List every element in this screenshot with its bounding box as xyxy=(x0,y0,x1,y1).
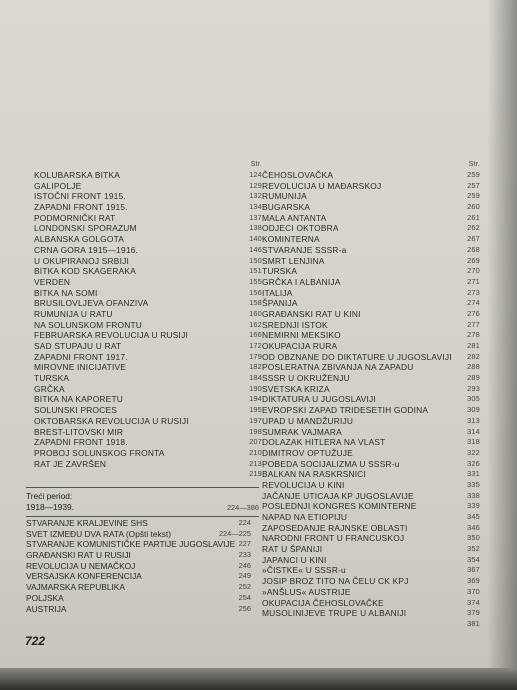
toc-entry xyxy=(26,550,251,561)
toc-entry-page: 381 xyxy=(467,618,480,628)
toc-entry xyxy=(34,213,262,224)
toc-entry-page: 274 xyxy=(467,298,480,308)
toc-entry-title: BITKA NA KAPORETU xyxy=(34,394,124,405)
toc-entry xyxy=(34,341,262,352)
toc-entry xyxy=(34,448,262,459)
toc-entry-title: MIROVNE INICIJATIVE xyxy=(34,362,127,373)
toc-entry-page: 166 xyxy=(249,330,262,340)
toc-entry-page: 314 xyxy=(467,426,480,436)
toc-entry xyxy=(34,405,262,416)
toc-entry-page: 195 xyxy=(249,405,262,415)
toc-entry-title: OD OBZNANE DO DIKTATURE U JUGOSLAVIJI xyxy=(262,351,452,362)
toc-entry-page: 224—225 xyxy=(218,528,251,538)
toc-entry xyxy=(34,309,262,320)
toc-entry-page: 288 xyxy=(467,362,480,372)
toc-entry xyxy=(34,277,262,288)
toc-entry xyxy=(26,582,251,593)
toc-entry-title: GRČKA xyxy=(34,383,65,394)
toc-entry-page: 158 xyxy=(249,298,262,308)
toc-entry xyxy=(262,352,480,363)
toc-entry-title: NAPAD NA ETIOPIJU xyxy=(262,512,348,522)
toc-entry-title: BUGARSKA xyxy=(262,202,311,213)
toc-entry-title: KOLUBARSKA BITKA xyxy=(34,170,121,180)
toc-entry-title: EVROPSKI ZAPAD TRIDESETIH GODINA xyxy=(262,405,429,416)
toc-entry-page: 210 xyxy=(249,447,262,457)
toc-entry-page: 305 xyxy=(467,394,480,404)
toc-entry-title: DIMITROV OPTUŽUJE xyxy=(262,447,353,458)
period-range: 1918—1939. xyxy=(26,502,74,512)
toc-entry xyxy=(262,394,480,405)
toc-entry-title: SSSR U OKRUŽENJU xyxy=(262,373,350,384)
toc-entry-title: SMRT LENJINA xyxy=(262,255,325,266)
toc-entry-title: TURSKA xyxy=(262,266,298,277)
toc-entry-page: 260 xyxy=(467,202,480,212)
toc-entry-title: ITALIJA xyxy=(262,287,293,298)
toc-entry-page: 270 xyxy=(467,266,480,276)
toc-entry xyxy=(262,245,480,256)
toc-entry-page: 249 xyxy=(238,571,251,581)
toc-entry-title: ZAPOSEDANJE RAJNSKE OBLASTI xyxy=(262,522,408,533)
toc-entry xyxy=(262,223,480,234)
toc-entry xyxy=(262,437,480,448)
toc-entry-title: FEBRUARSKA REVOLUCIJA U RUSIJI xyxy=(34,330,188,341)
toc-entry-title: JAPANCI U KINI xyxy=(262,554,327,565)
toc-entry-title: PROBOJ SOLUNSKOG FRONTA xyxy=(34,447,165,458)
toc-entry-title: RAT JE ZAVRŠEN xyxy=(34,458,107,469)
toc-entry xyxy=(262,512,480,523)
toc-entry xyxy=(34,437,262,448)
toc-entry xyxy=(26,561,251,572)
toc-entry-title: GRAĐANSKI RAT U KINI xyxy=(262,308,361,319)
toc-entry-title: ZAPADNI FRONT 1915. xyxy=(34,202,128,213)
toc-entry xyxy=(34,394,262,405)
toc-entry xyxy=(262,341,480,352)
toc-entry xyxy=(34,459,262,470)
toc-entry-page: 179 xyxy=(249,351,262,361)
toc-entry xyxy=(262,298,480,309)
toc-entry xyxy=(34,352,262,363)
toc-entry-page: 124 xyxy=(249,170,262,179)
toc-entry-page: 318 xyxy=(467,437,480,447)
toc-entry xyxy=(262,256,480,267)
toc-entry xyxy=(262,608,480,619)
toc-entry-page: 137 xyxy=(249,212,262,222)
toc-entry-title: SREDNJI ISTOK xyxy=(262,319,328,330)
toc-entry-page: 331 xyxy=(467,469,480,479)
toc-entry xyxy=(26,571,251,582)
toc-entry-page: 374 xyxy=(467,597,480,607)
toc-entry-page: 213 xyxy=(249,458,262,468)
toc-entry xyxy=(34,170,262,181)
page-edge-shadow xyxy=(487,0,517,690)
toc-left-list xyxy=(34,170,262,480)
toc-entry-page: 261 xyxy=(467,212,480,222)
toc-entry xyxy=(34,427,262,438)
toc-entry xyxy=(34,320,262,331)
toc-entry-page: 268 xyxy=(467,244,480,254)
toc-entry xyxy=(26,593,251,604)
toc-entry-page: 252 xyxy=(238,582,251,592)
toc-entry-page: 309 xyxy=(467,405,480,415)
toc-entry-page: 138 xyxy=(249,223,262,233)
page-header-label: Str. xyxy=(468,161,480,168)
toc-right-list xyxy=(262,170,480,630)
toc-entry xyxy=(262,181,480,192)
toc-entry xyxy=(262,459,480,470)
toc-entry xyxy=(262,491,480,502)
toc-entry-title: ALBANSKA GOLGOTA xyxy=(34,234,125,245)
toc-entry xyxy=(34,416,262,427)
toc-entry-title: BITKA KOD SKAGERAKA xyxy=(34,266,137,277)
toc-entry xyxy=(262,384,480,395)
toc-entry xyxy=(262,362,480,373)
period-title: Treći period: xyxy=(26,491,73,501)
period-title-row xyxy=(26,491,259,502)
toc-entry-title: BITKA NA SOMI xyxy=(34,287,98,298)
toc-entry-page: 146 xyxy=(249,244,262,254)
toc-entry xyxy=(262,266,480,277)
toc-entry xyxy=(262,213,480,224)
toc-entry-page: 352 xyxy=(467,544,480,554)
toc-entry-page: 227 xyxy=(238,539,251,549)
toc-entry-page: 277 xyxy=(467,319,480,329)
toc-entry-title: STVARANJE SSSR-a xyxy=(262,244,347,255)
toc-entry-page: 370 xyxy=(467,586,480,596)
toc-entry-title: REVOLUCIJA U KINI xyxy=(262,479,345,490)
toc-entry xyxy=(34,256,262,267)
toc-entry xyxy=(34,223,262,234)
toc-entry-page: 233 xyxy=(238,550,251,560)
toc-entry-title: SOLUNSKI PROCES xyxy=(34,405,118,416)
period-heading xyxy=(26,487,259,517)
toc-entry-title: CRNA GORA 1915—1916. xyxy=(34,244,139,255)
toc-entry-page: 182 xyxy=(249,362,262,372)
toc-entry-page: 150 xyxy=(249,255,262,265)
next-page-edge xyxy=(0,668,517,690)
toc-entry-title: KOMINTERNA xyxy=(262,234,320,245)
toc-entry-title: GALIPOLJE xyxy=(34,180,82,191)
toc-entry-title: RUMUNIJA U RATU xyxy=(34,308,113,319)
period-pages: 224—386 xyxy=(226,503,259,512)
toc-entry-title: SVET IZMEĐU DVA RATA (Opšti tekst) xyxy=(26,528,172,539)
toc-entry-page: 155 xyxy=(249,276,262,286)
toc-entry xyxy=(262,427,480,438)
toc-entry xyxy=(34,288,262,299)
toc-entry xyxy=(262,480,480,491)
toc-entry xyxy=(262,523,480,534)
toc-entry-page: 129 xyxy=(249,180,262,190)
toc-entry-page: 259 xyxy=(467,170,480,179)
toc-entry-title: ŠPANIJA xyxy=(262,298,298,309)
toc-entry-title: BRUSILOVLJEVA OFANZIVA xyxy=(34,298,149,309)
toc-entry-page: 281 xyxy=(467,341,480,350)
toc-entry-title: VERSAJSKA KONFERENCIJA xyxy=(26,571,142,582)
toc-entry-title: TURSKA xyxy=(34,373,70,384)
toc-entry-title: DOLAZAK HITLERA NA VLAST xyxy=(262,437,386,448)
toc-entry-page: 322 xyxy=(467,447,480,457)
toc-entry-page: 293 xyxy=(467,383,480,393)
toc-entry-page: 207 xyxy=(249,437,262,447)
toc-left-column xyxy=(34,160,262,480)
toc-entry-page: 132 xyxy=(249,191,262,201)
toc-entry-title: MALA ANTANTA xyxy=(262,212,327,223)
toc-entry xyxy=(26,518,251,529)
toc-entry xyxy=(262,555,480,566)
toc-entry-title: SAD STUPAJU U RAT xyxy=(34,341,122,351)
toc-entry xyxy=(34,362,262,373)
toc-entry-page: 278 xyxy=(467,330,480,340)
toc-entry-page: 172 xyxy=(249,341,262,350)
toc-entry xyxy=(34,181,262,192)
toc-entry-page: 262 xyxy=(467,223,480,233)
toc-entry xyxy=(26,604,251,615)
toc-entry-title: VAJMARSKA REPUBLIKA xyxy=(26,582,125,593)
toc-entry-title: OKTOBARSKA REVOLUCIJA U RUSIJI xyxy=(34,415,189,426)
toc-period-list xyxy=(26,518,251,614)
toc-entry-title: SUMRAK VAJMARA xyxy=(262,426,342,437)
toc-entry-page: 267 xyxy=(467,234,480,244)
toc-entry-page: 160 xyxy=(249,308,262,318)
toc-entry-page: 259 xyxy=(467,191,480,201)
period-rule-bottom xyxy=(26,516,259,517)
toc-entry-title: VERDEN xyxy=(34,276,71,287)
toc-entry-page: 350 xyxy=(467,533,480,543)
toc-entry-title: DIKTATURA U JUGOSLAVIJI xyxy=(262,394,376,405)
toc-entry xyxy=(262,565,480,576)
toc-entry-title: RUMUNIJA xyxy=(262,191,307,202)
column-header xyxy=(262,160,480,170)
toc-entry xyxy=(34,266,262,277)
toc-entry-page: 313 xyxy=(467,415,480,425)
toc-entry xyxy=(262,448,480,459)
toc-entry xyxy=(262,619,480,630)
toc-entry-page: 194 xyxy=(249,394,262,404)
toc-entry-title: POBEDA SOCIJALIZMA U SSSR-u xyxy=(262,458,400,469)
toc-entry-page: 339 xyxy=(467,501,480,511)
toc-entry-title: »ČISTKE« U SSSR-u xyxy=(262,565,346,576)
toc-entry-page: 271 xyxy=(467,276,480,286)
toc-entry-title: ČEHOSLOVAČKA xyxy=(262,170,334,180)
toc-entry-page: 345 xyxy=(467,512,480,521)
toc-entry xyxy=(262,234,480,245)
toc-entry xyxy=(34,298,262,309)
toc-entry xyxy=(34,373,262,384)
toc-entry xyxy=(262,320,480,331)
toc-entry xyxy=(34,330,262,341)
toc-entry xyxy=(262,277,480,288)
toc-entry xyxy=(262,469,480,480)
toc-entry xyxy=(26,529,251,540)
toc-entry-title: GRAĐANSKI RAT U RUSIJI xyxy=(26,550,131,561)
toc-entry-page: 326 xyxy=(467,458,480,468)
toc-entry-page: 156 xyxy=(249,287,262,297)
toc-entry xyxy=(262,544,480,555)
toc-entry-title: JAČANJE UTICAJA KP JUGOSLAVIJE xyxy=(262,490,414,501)
toc-entry xyxy=(262,533,480,544)
toc-right-column xyxy=(262,160,480,630)
toc-entry xyxy=(262,170,480,181)
toc-entry-page: 289 xyxy=(467,373,480,383)
toc-entry-title: NARODNI FRONT U FRANCUSKOJ xyxy=(262,533,405,544)
toc-entry-page: 282 xyxy=(467,351,480,361)
toc-entry xyxy=(26,539,251,550)
toc-entry xyxy=(262,191,480,202)
toc-entry-page: 335 xyxy=(467,479,480,489)
period-rule-top xyxy=(26,487,259,488)
toc-entry-title: MUSOLINIJEVE TRUPE U ALBANIJI xyxy=(262,608,407,619)
period-range-row xyxy=(26,502,259,513)
toc-entry xyxy=(34,384,262,395)
toc-entry-page: 338 xyxy=(467,490,480,500)
toc-entry-title: OKUPACIJA RURA xyxy=(262,341,338,351)
toc-entry-page: 162 xyxy=(249,319,262,329)
toc-entry-page: 276 xyxy=(467,308,480,318)
toc-entry-page: 224 xyxy=(238,518,251,527)
toc-entry-page: 151 xyxy=(249,266,262,276)
toc-entry-page: 246 xyxy=(238,560,251,570)
toc-entry-title: UPAD U MANDŽURIJU xyxy=(262,415,354,426)
toc-entry-title: BREST-LITOVSKI MIR xyxy=(34,426,124,437)
toc-entry-page: 257 xyxy=(467,180,480,190)
toc-entry-title: RAT U ŠPANIJI xyxy=(262,544,323,555)
toc-entry-title: NA SOLUNSKOM FRONTU xyxy=(34,319,143,330)
toc-entry-title: SVETSKA KRIZA xyxy=(262,383,330,394)
toc-entry-page: 184 xyxy=(249,373,262,383)
toc-entry xyxy=(262,576,480,587)
page-header-label: Str. xyxy=(250,161,262,168)
toc-entry xyxy=(262,405,480,416)
toc-entry xyxy=(262,598,480,609)
toc-entry xyxy=(34,469,262,480)
toc-entry-page: 346 xyxy=(467,522,480,532)
toc-entry-title: NEMIRNI MEKSIKO xyxy=(262,330,341,341)
toc-entry-title: STVARANJE KOMUNISTIČKE PARTIJE JUGOSLAVIJE xyxy=(26,539,236,550)
toc-entry xyxy=(262,202,480,213)
toc-entry xyxy=(262,330,480,341)
toc-entry-title: »ANŠLUS« AUSTRIJE xyxy=(262,586,351,597)
toc-entry-page: 273 xyxy=(467,287,480,297)
toc-entry-title: JOSIP BROZ TITO NA ČELU CK KPJ xyxy=(262,576,409,587)
toc-entry-page: 197 xyxy=(249,415,262,425)
toc-entry-page: 367 xyxy=(467,565,480,575)
toc-entry-page: 354 xyxy=(467,554,480,564)
toc-entry-page: 369 xyxy=(467,576,480,586)
toc-entry-title: U OKUPIRANOJ SRBIJI xyxy=(34,255,130,266)
toc-entry-page: 140 xyxy=(249,234,262,244)
toc-entry xyxy=(262,587,480,598)
toc-entry-page: 269 xyxy=(467,255,480,265)
toc-entry xyxy=(262,373,480,384)
toc-entry-title: STVARANJE KRALJEVINE SHS xyxy=(26,518,148,528)
toc-entry xyxy=(262,501,480,512)
toc-entry-page: 379 xyxy=(467,608,480,618)
toc-entry-page: 219 xyxy=(249,469,262,479)
toc-entry-page: 190 xyxy=(249,383,262,393)
toc-entry xyxy=(34,202,262,213)
toc-entry-title: POSLERATNA ZBIVANJA NA ZAPADU xyxy=(262,362,414,373)
toc-entry-title: ZAPADNI FRONT 1918. xyxy=(34,437,128,448)
toc-entry-title: LONDONSKI SPORAZUM xyxy=(34,223,137,234)
toc-entry-page: 254 xyxy=(238,592,251,602)
toc-entry-title: POLJSKA xyxy=(26,592,64,603)
toc-entry xyxy=(34,234,262,245)
toc-entry-title: AUSTRIJA xyxy=(26,603,67,614)
toc-entry-title: ISTOČNI FRONT 1915. xyxy=(34,191,126,202)
toc-entry-title: REVOLUCIJA U MAĐARSKOJ xyxy=(262,180,382,191)
toc-entry-title: OKUPACIJA ČEHOSLOVAČKE xyxy=(262,597,384,608)
toc-entry-title: PODMORNIČKI RAT xyxy=(34,212,116,223)
toc-entry xyxy=(262,309,480,320)
toc-entry xyxy=(34,191,262,202)
toc-entry-page: 256 xyxy=(238,603,251,613)
toc-entry-title: BALKAN NA RASKRSNICI xyxy=(262,469,367,480)
column-header xyxy=(34,160,262,170)
toc-entry xyxy=(34,245,262,256)
toc-entry xyxy=(262,288,480,299)
toc-entry-title: POSLEDNJI KONGRES KOMINTERNE xyxy=(262,501,417,512)
toc-entry-title: REVOLUCIJA U NEMAČKOJ xyxy=(26,560,136,571)
toc-entry-page: 198 xyxy=(249,426,262,436)
toc-entry xyxy=(262,416,480,427)
toc-entry-title: GRČKA I ALBANIJA xyxy=(262,276,341,287)
toc-entry-title: ODJECI OKTOBRA xyxy=(262,223,339,234)
toc-entry-page: 134 xyxy=(249,202,262,212)
toc-entry-title: ZAPADNI FRONT 1917. xyxy=(34,351,128,362)
page-number: 722 xyxy=(25,634,46,648)
